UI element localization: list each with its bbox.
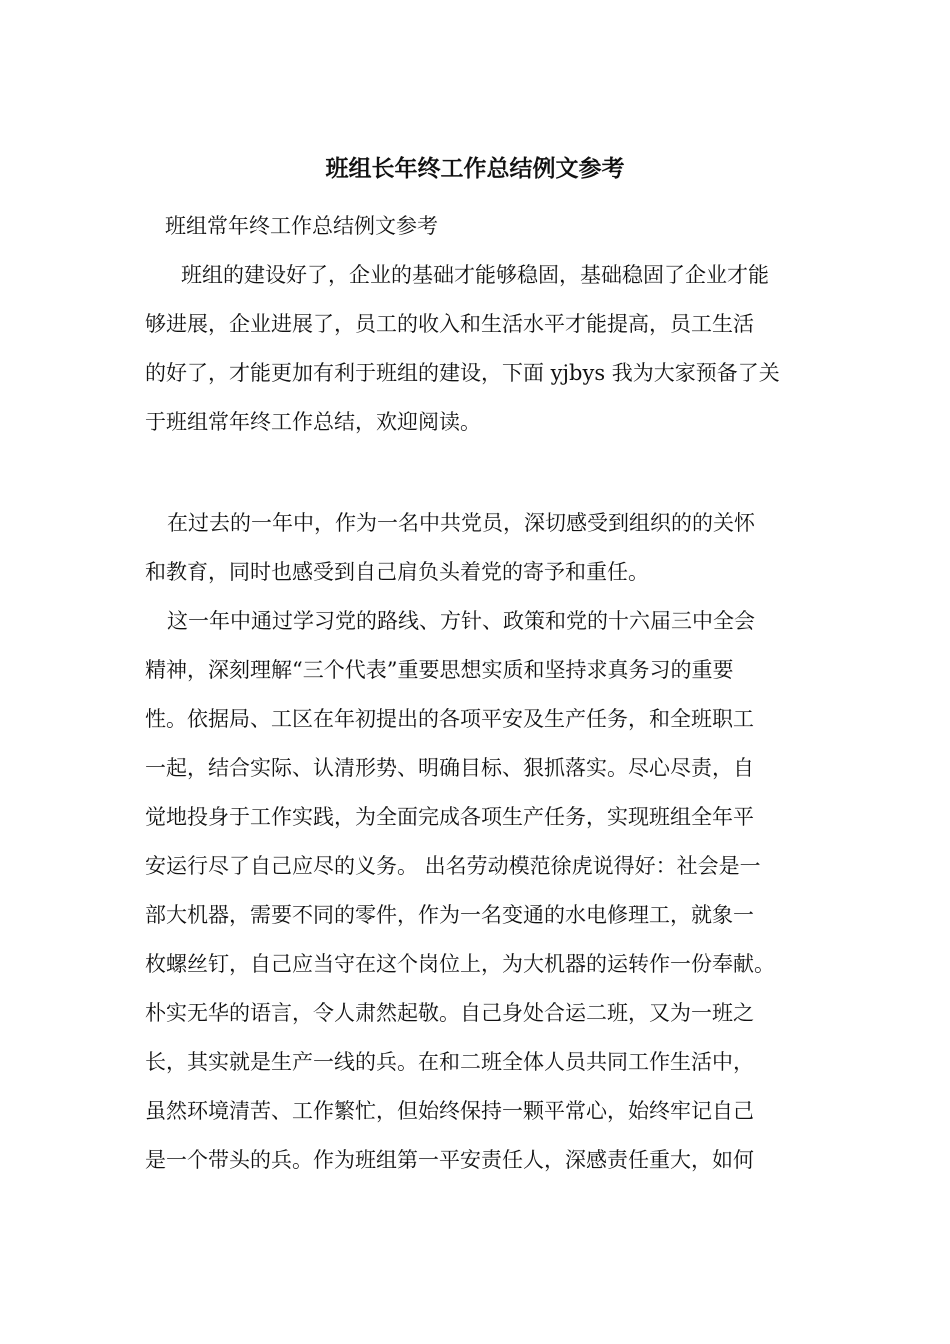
body-line: 觉地投身于工作实践，为全面完成各项生产任务，实现班组全年平 [145, 805, 754, 829]
document-subtitle: 班组常年终工作总结例文参考 [165, 214, 438, 238]
body-line: 在过去的一年中，作为一名中共党员，深切感受到组织的的关怀 [167, 511, 755, 535]
body-line: 班组的建设好了，企业的基础才能够稳固，基础稳固了企业才能 [181, 263, 769, 287]
body-line: 虽然环境清苦、工作繁忙，但始终保持一颗平常心，始终牢记自己 [145, 1099, 754, 1123]
document-title: 班组长年终工作总结例文参考 [325, 156, 625, 182]
body-line: 精神，深刻理解“三个代表”重要思想实质和坚持求真务习的重要 [145, 658, 734, 682]
body-line: 够进展，企业进展了，员工的收入和生活水平才能提高，员工生活 [145, 312, 754, 336]
body-line: 的好了，才能更加有利于班组的建设，下面 yjbys 我为大家预备了关 [145, 361, 780, 385]
body-line: 朴实无华的语言，令人肃然起敬。自己身处合运二班，又为一班之 [145, 1001, 754, 1025]
body-line: 长，其实就是生产一线的兵。在和二班全体人员共同工作生活中， [145, 1050, 754, 1074]
body-line: 一起，结合实际、认清形势、明确目标、狠抓落实。尽心尽责，自 [145, 756, 754, 780]
body-line: 安运行尽了自己应尽的义务。 出名劳动模范徐虎说得好：社会是一 [145, 854, 761, 878]
body-line: 部大机器，需要不同的零件，作为一名变通的水电修理工，就象一 [145, 903, 754, 927]
body-line: 性。依据局、工区在年初提出的各项平安及生产任务，和全班职工 [145, 707, 754, 731]
body-line: 是一个带头的兵。作为班组第一平安责任人，深感责任重大，如何 [145, 1148, 754, 1172]
body-line: 这一年中通过学习党的路线、方针、政策和党的十六届三中全会 [167, 609, 755, 633]
body-line: 和教育，同时也感受到自己肩负头着党的寄予和重任。 [145, 560, 649, 584]
body-line: 枚螺丝钉，自己应当守在这个岗位上，为大机器的运转作一份奉献。 [145, 952, 775, 976]
body-line: 于班组常年终工作总结，欢迎阅读。 [145, 410, 481, 434]
